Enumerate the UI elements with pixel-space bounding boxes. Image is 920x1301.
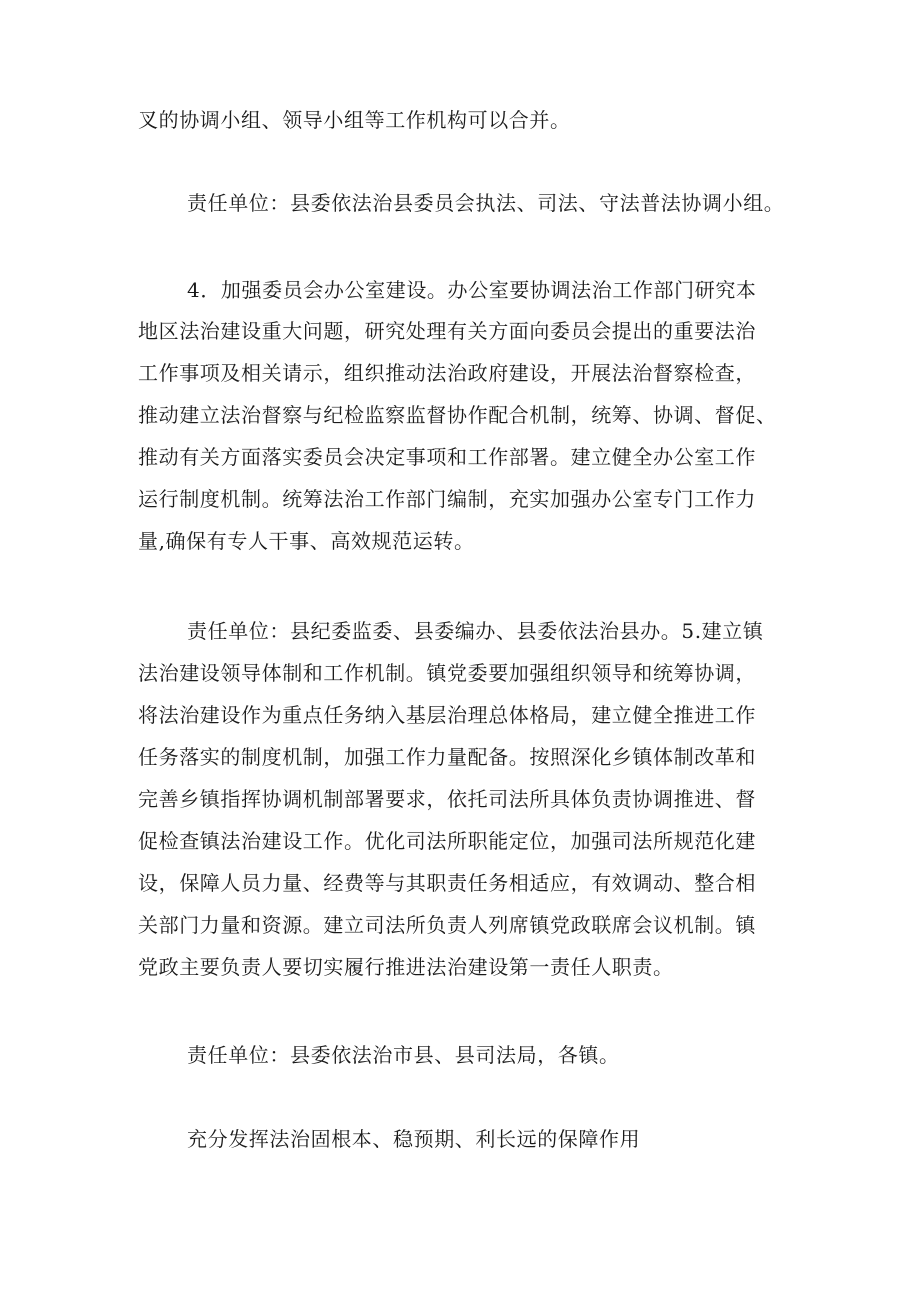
paragraph-4-line-5: 完善乡镇指挥协调机制部署要求，依托司法所具体负责协调推进、督 [138,787,756,811]
paragraph-4-line-6: 促检查镇法治建设工作。优化司法所职能定位，加强司法所规范化建 [138,829,756,853]
paragraph-4-line-2: 法治建设领导体制和工作机制。镇党委要加强组织领导和统筹协调， [138,661,756,685]
paragraph-4-line-7: 设，保障人员力量、经费等与其职责任务相适应，有效调动、整合相 [138,871,756,895]
paragraph-5-line-1: 责任单位：县委依法治市县、县司法局，各镇。 [187,1043,620,1067]
paragraph-3-line-1: 4．加强委员会办公室建设。办公室要协调法治工作部门研究本 [187,278,757,302]
paragraph-3-line-4: 推动建立法治督察与纪检监察监督协作配合机制，统筹、协调、督促、 [138,403,777,427]
paragraph-3-line-5: 推动有关方面落实委员会决定事项和工作部署。建立健全办公室工作 [138,445,756,469]
paragraph-4-line-8: 关部门力量和资源。建立司法所负责人列席镇党政联席会议机制。镇 [138,913,756,937]
paragraph-1-line-1: 叉的协调小组、领导小组等工作机构可以合并。 [138,108,571,132]
paragraph-3-line-2: 地区法治建设重大问题，研究处理有关方面向委员会提出的重要法治 [138,319,756,343]
paragraph-6-line-1: 充分发挥法治固根本、稳预期、利长远的保障作用 [187,1127,641,1151]
paragraph-4-line-9: 党政主要负责人要切实履行推进法治建设第一责任人职责。 [138,955,674,979]
paragraph-3-line-6: 运行制度机制。统筹法治工作部门编制，充实加强办公室专门工作力 [138,487,756,511]
paragraph-3-line-7: 量,确保有专人干事、高效规范运转。 [138,529,475,553]
paragraph-3-line-3: 工作事项及相关请示，组织推动法治政府建设，开展法治督察检查， [138,361,756,385]
paragraph-4-line-4: 任务落实的制度机制，加强工作力量配备。按照深化乡镇体制改革和 [138,745,756,769]
paragraph-2-line-1: 责任单位：县委依法治县委员会执法、司法、守法普法协调小组。 [187,191,785,215]
paragraph-4-line-3: 将法治建设作为重点任务纳入基层治理总体格局，建立健全推进工作 [138,703,756,727]
paragraph-4-line-1: 责任单位：县纪委监委、县委编办、县委依法治县办。5.建立镇 [187,619,764,643]
